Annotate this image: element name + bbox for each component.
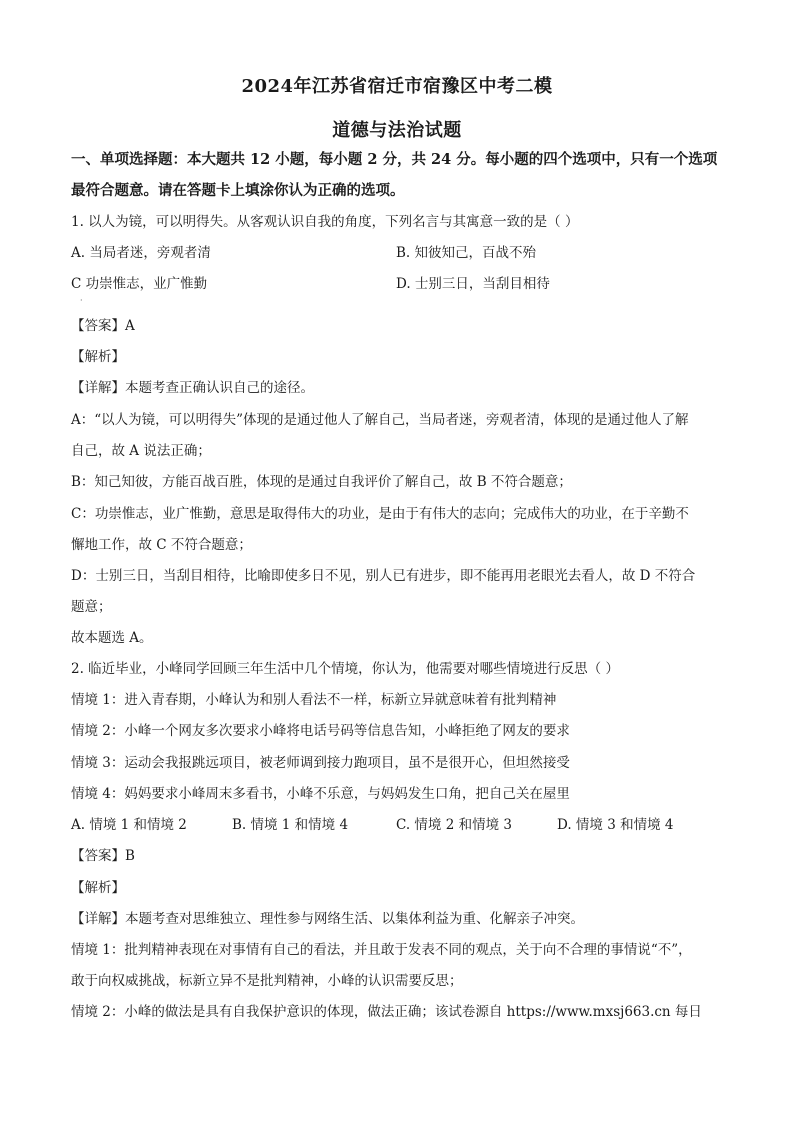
q2-scenario: 情境 4：妈妈要求小峰周末多看书，小峰不乐意，与妈妈发生口角，把自己关在屋里 [71,786,570,802]
document-title: 2024年江苏省宿迁市宿豫区中考二模 [241,76,553,97]
q2-analysis-label: 【解析】 [71,880,125,896]
section-heading: 一、单项选择题：本大题共 12 小题，每小题 2 分，共 24 分。每小题的四个选项中，只有一个选项最符合题意。请在答题卡上填涂你认为正确的选项。 [71,151,718,199]
q2-scenario: 情境 1：进入青春期，小峰认为和别人看法不一样，标新立异就意味着有批判精神 [71,692,557,708]
q1-option-a: A. 当局者迷，旁观者清 [71,245,211,261]
q1-detail-line: 题意； [71,599,112,615]
q2-detail-line: 【详解】本题考查对思维独立、理性参与网络生活、以集体利益为重、化解亲子冲突。 [71,911,584,927]
q1-answer: 【答案】A [71,318,135,334]
question-2-stem: 2. 临近毕业，小峰同学回顾三年生活中几个情境，你认为，他需要对哪些情境进行反思（ ） [71,661,619,677]
q2-detail-line: 敢于向权威挑战，标新立异不是批判精神，小峰的认识需要反思； [71,973,463,989]
q2-scenario: 情境 3：运动会我报跳远项目，被老师调到接力跑项目，虽不是很开心，但坦然接受 [71,755,570,771]
q1-detail-line: 故本题选 A。 [71,630,153,646]
q2-option-d: D. 情境 3 和情境 4 [557,817,674,833]
q1-detail-line: 自己，故 A 说法正确； [71,443,211,459]
q2-detail-line: 情境 2：小峰的做法是具有自我保护意识的体现，做法正确；该试卷源自 https://www.mxsj663.cn 每日 [71,1004,702,1020]
q1-option-d: D. 士别三日，当刮目相待 [396,276,550,292]
q2-detail-line: 情境 1：批判精神表现在对事情有自己的看法，并且敢于发表不同的观点，关于向不合理的事情说“不”， [71,942,692,958]
q1-detail-line: C：功崇惟志，业广惟勤，意思是取得伟大的功业，是由于有伟大的志向；完成伟大的功业，在于辛勤不 [71,506,689,522]
q2-answer: 【答案】B [71,848,135,864]
q2-option-c: C. 情境 2 和情境 3 [396,817,512,833]
q1-option-c: C 功崇惟志，业广惟勤 [71,276,208,292]
stray-dot: · [80,296,83,305]
q2-option-b: B. 情境 1 和情境 4 [232,817,349,833]
q2-option-a: A. 情境 1 和情境 2 [71,817,187,833]
q2-scenario: 情境 2：小峰一个网友多次要求小峰将电话号码等信息告知，小峰拒绝了网友的要求 [71,723,570,739]
q1-detail-line: A：“以人为镜，可以明得失”体现的是通过他人了解自己，当局者迷，旁观者清，体现的是通过他人了解 [71,412,689,428]
q1-detail-line: 【详解】本题考查正确认识自己的途径。 [71,380,314,396]
question-1-stem: 1. 以人为镜，可以明得失。从客观认识自我的角度，下列名言与其寓意一致的是（ ） [71,214,579,230]
q1-analysis-label: 【解析】 [71,349,125,365]
q1-detail-line: D：士别三日，当刮目相待，比喻即使多日不见，别人已有进步，即不能再用老眼光去看人，故 D 不符合 [71,568,696,584]
q1-detail-line: B：知己知彼，方能百战百胜，体现的是通过自我评价了解自己，故 B 不符合题意； [71,474,572,490]
q1-detail-line: 懈地工作，故 C 不符合题意； [71,537,252,553]
q1-option-b: B. 知彼知己，百战不殆 [396,245,537,261]
document-subtitle: 道德与法治试题 [332,120,462,141]
